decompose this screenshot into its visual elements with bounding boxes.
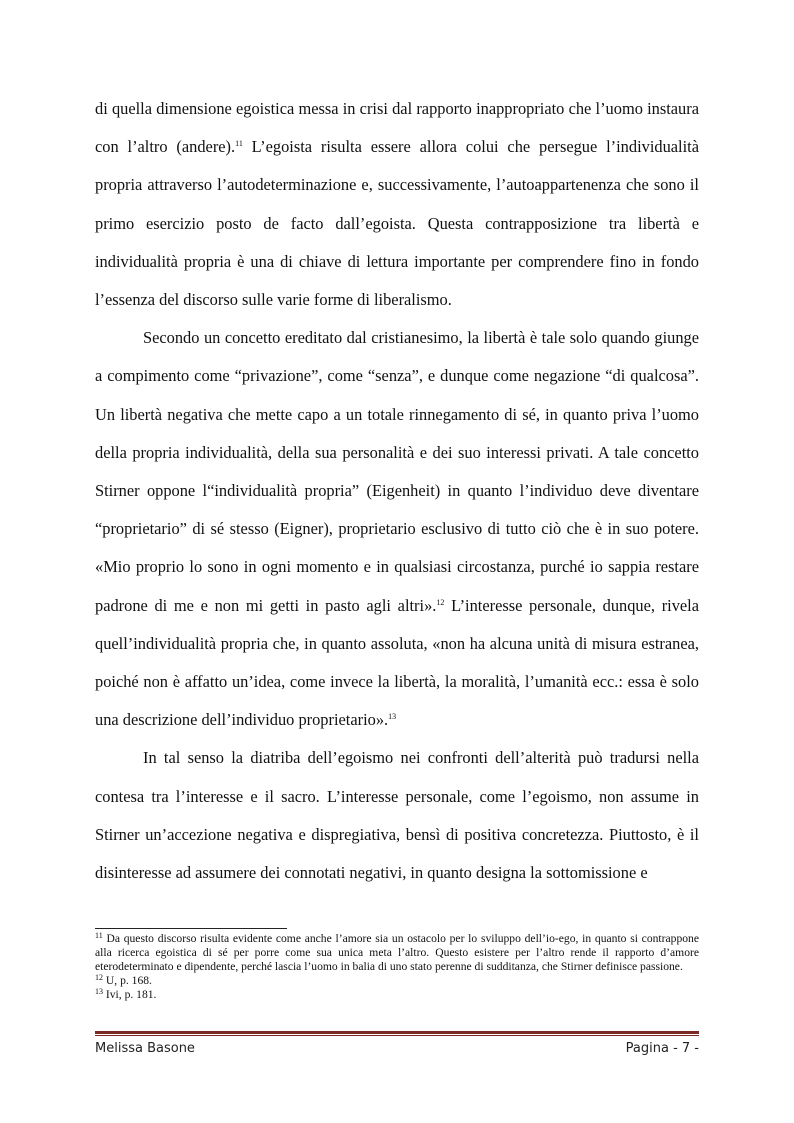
footnote-text: Da questo discorso risulta evidente come anche l’amore sia un ostacolo per lo sviluppo dell’io-ego, in quanto si contrappone alla ricerca egoistica di sé per porre come sua unica meta l’altro. Questo esistere per l’altro rende il rapporto d’amore eterodeterminato e dipendente, perché lascia l’uomo in balia di uno stato perenne di sudditanza, che Stirner definisce passione. xyxy=(95,932,699,973)
page-footer xyxy=(95,1041,699,1061)
footnote-text: U, p. 168. xyxy=(103,974,152,987)
paragraph-3: In tal senso la diatriba dell’egoismo nei confronti dell’alterità può tradursi nella contesa tra l’interesse e il sacro. L’interesse personale, come l’egoismo, non assume in Stirner un’accezione negativa e dispregiativa, bensì di positiva concretezza. Piuttosto, è il disinteresse ad assumere dei connotati negativi, in quanto designa la sottomissione e xyxy=(95,748,699,883)
paragraph-2 xyxy=(95,319,699,739)
footnote-13 xyxy=(95,988,699,1002)
footnote-ref-12[interactable]: 12 xyxy=(436,597,445,607)
footnote-number: 11 xyxy=(95,931,103,940)
footnote-ref-11[interactable]: 11 xyxy=(235,139,243,149)
footnote-text: Ivi, p. 181. xyxy=(103,988,157,1001)
footnote-ref-13[interactable]: 13 xyxy=(388,712,397,722)
footnote-number: 13 xyxy=(95,987,103,996)
footnote-12 xyxy=(95,974,699,988)
footer-rule xyxy=(95,1031,699,1034)
page-number: Pagina - 7 - xyxy=(625,1041,699,1056)
footnotes xyxy=(95,932,699,1002)
paragraph-text: di quella dimensione egoistica messa in crisi dal rapporto inappropriato che l’uomo instaura con l’altro (andere). xyxy=(95,99,699,157)
main-text xyxy=(95,90,699,892)
paragraph-text: L’egoista risulta essere allora colui che persegue l’individualità propria attraverso l’autodeterminazione e, successivamente, l’autoappartenenza che sono il primo esercizio posto de facto dall’egoista. Questa contrapposizione tra libertà e individualità propria è una di chiave di lettura importante per comprendere fino in fondo l’essenza del discorso sulle varie forme di liberalismo. xyxy=(95,137,699,310)
paragraph-1 xyxy=(95,90,699,319)
paragraph-text: Secondo un concetto ereditato dal cristianesimo, la libertà è tale solo quando giunge a compimento come “privazione”, come “senza”, e dunque come negazione “di qualcosa”. Un libertà negativa che mette capo a un totale rinnegamento di sé, in quanto priva l’uomo della propria individualità, della sua personalità e dei suo interessi privati. A tale concetto Stirner oppone l“individualità propria” (Eigenheit) in quanto l’individuo deve diventare “proprietario” di sé stesso (Eigner), proprietario esclusivo di tutto ciò che è in suo potere. «Mio proprio lo sono in ogni momento e in qualsiasi circostanza, purché io sappia restare padrone di me e non mi getti in pasto agli altri». xyxy=(95,328,699,615)
paragraph-text: L’interesse personale, dunque, rivela quell’individualità propria che, in quanto assoluta, «non ha alcuna unità di misura estranea, poiché non è affatto un’idea, come invece la libertà, la moralità, l’umanità ecc.: essa è solo una descrizione dell’individuo proprietario». xyxy=(95,595,699,730)
footer-rule-thin xyxy=(95,1035,699,1036)
footer-author: Melissa Basone xyxy=(95,1041,195,1056)
footnote-11 xyxy=(95,932,699,974)
footnote-number: 12 xyxy=(95,973,103,982)
footnote-separator xyxy=(95,928,287,929)
